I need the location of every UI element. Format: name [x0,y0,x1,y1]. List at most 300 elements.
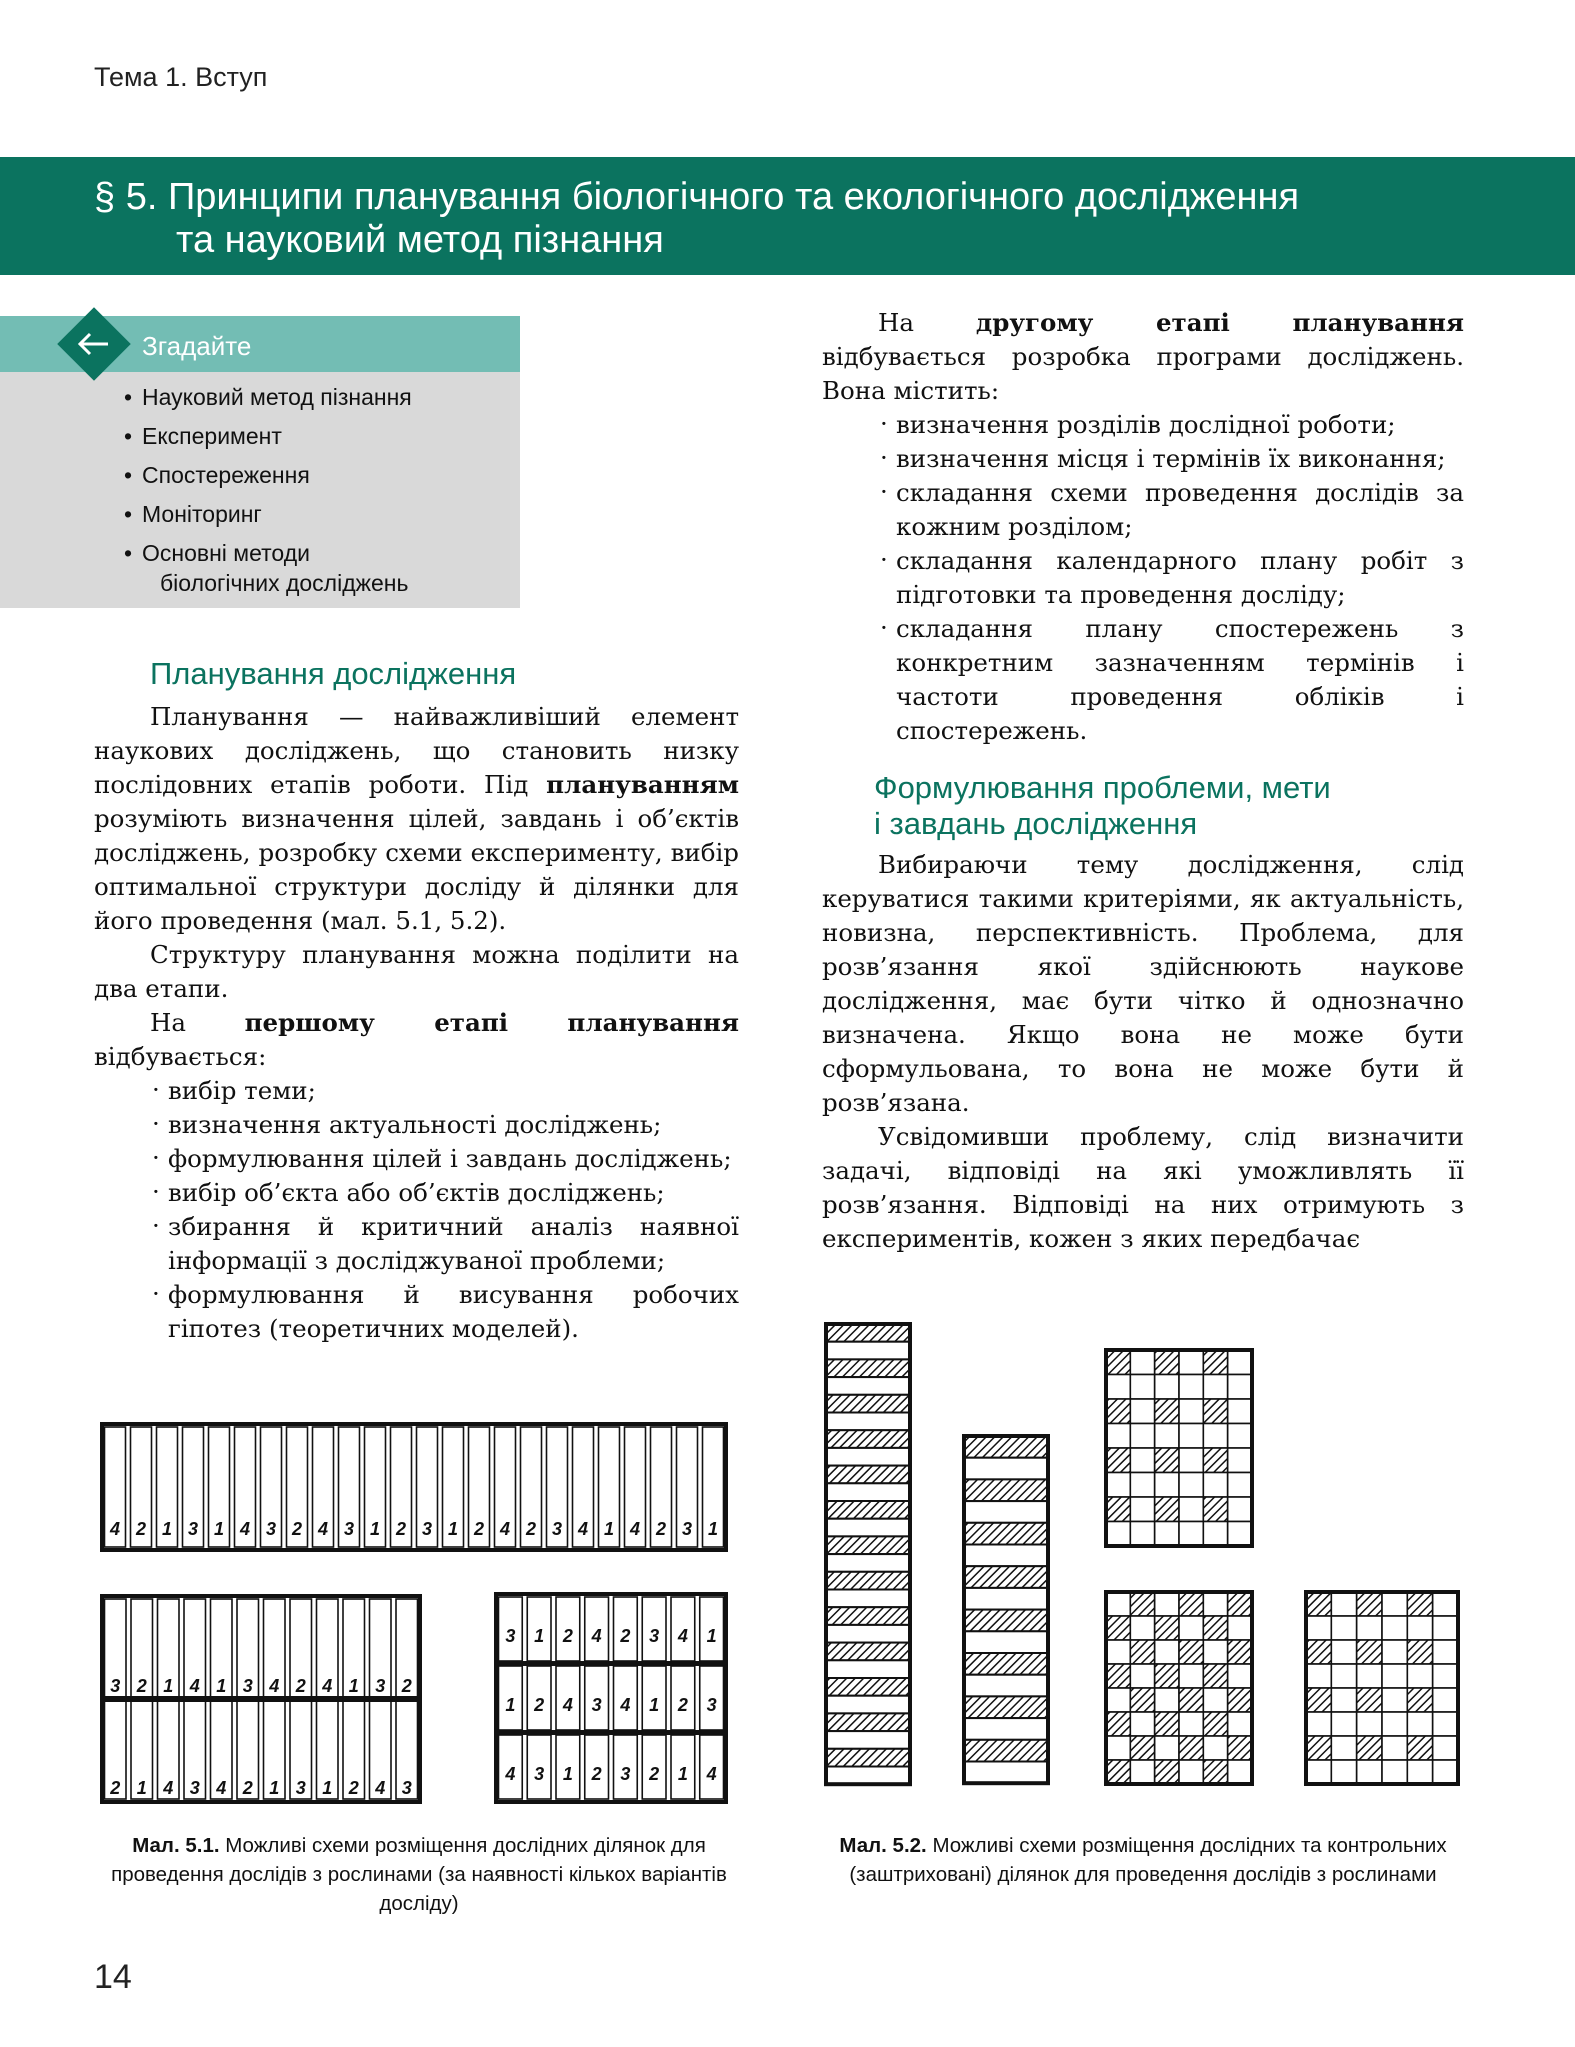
experimental-plot [1203,1736,1227,1760]
experimental-plot [1106,1375,1130,1400]
control-plot [1228,1736,1252,1760]
text: Планування — найважливіший елемент наукових досліджень, що становить низку послідовних етапів роботи. Під [94,702,739,799]
control-plot [826,1466,910,1484]
control-plot [1155,1448,1179,1473]
experimental-plot [1433,1616,1458,1640]
plot-label: 2 [473,1519,485,1539]
experimental-plot [1331,1712,1356,1736]
control-plot [1106,1712,1130,1736]
experimental-plot [1331,1640,1356,1664]
experimental-plot [1306,1664,1331,1688]
control-plot [1179,1592,1203,1616]
experimental-plot [1433,1664,1458,1688]
control-plot [1203,1712,1227,1736]
plot-label: 1 [707,1519,719,1539]
control-plot [826,1536,910,1554]
plot-label: 3 [649,1626,660,1646]
control-plot [1407,1640,1432,1664]
experimental-plot [1382,1664,1407,1688]
control-plot [826,1430,910,1448]
experimental-plot [1228,1712,1252,1736]
experimental-plot [826,1590,910,1608]
experimental-plot [1331,1616,1356,1640]
experimental-plot [1382,1712,1407,1736]
experimental-plot [1331,1760,1356,1784]
experimental-plot [964,1675,1048,1697]
plot-label: 1 [505,1695,516,1715]
experimental-plot [1228,1399,1252,1424]
experimental-plot [1357,1616,1382,1640]
plot-label: 1 [348,1676,359,1696]
experimental-plot [1203,1473,1227,1498]
plot-label: 1 [562,1764,573,1784]
heading-line: Формулювання проблеми, мети [874,770,1331,805]
experimental-plot [1306,1616,1331,1640]
experimental-plot [826,1731,910,1749]
term-planning: плануванням [546,770,739,799]
experimental-plot [1433,1736,1458,1760]
control-plot [826,1572,910,1590]
plot-label: 4 [109,1519,121,1539]
experimental-plot [1331,1664,1356,1688]
plot-frame [496,1594,726,1664]
remember-title: Згадайте [142,331,252,361]
experimental-plot [1179,1399,1203,1424]
plot-label: 2 [562,1626,573,1646]
experimental-plot [1179,1664,1203,1688]
heading-planning: Планування дослідження [150,656,517,691]
experimental-plot [1179,1712,1203,1736]
strip-scheme-1 [826,1324,910,1784]
remember-item: • Моніторинг [142,501,262,528]
figure-5-2 [822,1320,1464,1790]
remember-item-continued: біологічних досліджень [160,570,409,596]
plot-label: 3 [401,1778,412,1798]
plot-frame [102,1596,420,1700]
experimental-plot [1228,1760,1252,1784]
experimental-plot [1179,1497,1203,1522]
plot-label: 1 [161,1519,173,1539]
control-plot [964,1566,1048,1588]
text: розуміють визначення цілей, завдань і об’єктів досліджень, розробку схеми експерименту, вибір оптимальної структури досліду й ділянки для його проведення (мал. 5.1, 5.2). [94,804,739,935]
plot-label: 2 [110,1778,121,1798]
experimental-plot [1106,1688,1130,1712]
paragraph: Структуру планування можна поділити на два етапи. [94,940,739,1003]
control-plot [1155,1497,1179,1522]
experimental-plot [1407,1616,1432,1640]
control-plot [1130,1688,1154,1712]
plot-label: 4 [269,1676,280,1696]
plot-label: 1 [369,1519,381,1539]
plot-label: 1 [136,1778,147,1798]
experimental-plot [1228,1375,1252,1400]
control-plot [1357,1688,1382,1712]
experimental-plot [964,1762,1048,1784]
list-item: · визначення актуальності досліджень; [146,1108,739,1142]
list-item: · збирання й критичний аналіз наявної інформації з досліджуваної проблеми; [146,1210,739,1278]
plot-label: 3 [551,1519,563,1539]
control-plot [1106,1616,1130,1640]
experimental-plot [1130,1616,1154,1640]
control-plot [964,1523,1048,1545]
experimental-plot [826,1696,910,1714]
experimental-plot [1106,1522,1130,1547]
plot-label: 4 [499,1519,511,1539]
plot-label: 3 [591,1695,602,1715]
figure-5-1-caption [94,1831,744,1918]
control-plot [964,1696,1048,1718]
scheme-c [496,1594,726,1802]
plot-label: 1 [213,1519,225,1539]
plot-label: 4 [706,1764,717,1784]
experimental-plot [826,1554,910,1572]
control-plot [1155,1616,1179,1640]
experimental-plot [1155,1522,1179,1547]
list-item: · вибір теми; [146,1074,739,1108]
control-plot [964,1479,1048,1501]
list-item: · складання схеми проведення дослідів за кожним розділом; [874,476,1464,544]
control-plot [1203,1616,1227,1640]
plot-label: 3 [505,1626,516,1646]
control-plot [1130,1736,1154,1760]
control-plot [1228,1688,1252,1712]
list-item: · складання плану спостережень з конкретним зазначенням термінів і частоти проведення обліків і спостережень. [874,612,1464,748]
plot-label: 2 [591,1764,602,1784]
control-plot [1357,1736,1382,1760]
plot-label: 2 [525,1519,537,1539]
list-item: · формулювання цілей і завдань досліджень; [146,1142,739,1176]
plot-label: 4 [620,1695,631,1715]
control-plot [1155,1712,1179,1736]
control-plot [1306,1640,1331,1664]
plot-label: 3 [375,1676,386,1696]
plot-label: 1 [534,1626,545,1646]
strip-scheme-2 [964,1436,1048,1783]
plot-label: 4 [239,1519,251,1539]
stage1-list [146,1074,739,1346]
arrow-left-icon [68,318,120,370]
right-column-text-2 [822,848,1464,1256]
control-plot [1203,1350,1227,1375]
experimental-plot [1130,1399,1154,1424]
control-plot [1106,1399,1130,1424]
plot-label: 4 [375,1778,386,1798]
control-plot [1203,1664,1227,1688]
plot-label: 3 [189,1778,200,1798]
control-plot [826,1643,910,1661]
term-second-stage: другому етапі планування [975,308,1465,337]
experimental-plot [1179,1616,1203,1640]
experimental-plot [1203,1640,1227,1664]
heading-line: і завдань дослідження [874,806,1198,841]
experimental-plot [1130,1448,1154,1473]
checker-scheme-1 [1106,1350,1252,1546]
experimental-plot [1130,1350,1154,1375]
plot-label: 2 [348,1778,359,1798]
experimental-plot [1228,1522,1252,1547]
experimental-plot [1155,1473,1179,1498]
checker-scheme-3 [1306,1592,1458,1784]
control-plot [964,1740,1048,1762]
experimental-plot [1106,1424,1130,1449]
control-plot [1155,1760,1179,1784]
experimental-plot [1203,1375,1227,1400]
experimental-plot [1106,1640,1130,1664]
experimental-plot [1382,1616,1407,1640]
plot-label: 2 [295,1676,306,1696]
scheme-a [102,1424,726,1550]
plot-label: 4 [577,1519,589,1539]
control-plot [1407,1592,1432,1616]
experimental-plot [1228,1473,1252,1498]
plot-label: 1 [447,1519,459,1539]
experimental-plot [1106,1473,1130,1498]
control-plot [826,1607,910,1625]
plot-label: 2 [620,1626,631,1646]
experimental-plot [826,1483,910,1501]
control-plot [1155,1350,1179,1375]
heading-formulation [874,770,1331,842]
experimental-plot [826,1448,910,1466]
experimental-plot [1155,1736,1179,1760]
experimental-plot [1106,1736,1130,1760]
experimental-plot [826,1413,910,1431]
plot-label: 2 [649,1764,660,1784]
plot-label: 2 [655,1519,667,1539]
plot-label: 1 [216,1676,227,1696]
experimental-plot [1130,1424,1154,1449]
control-plot [1106,1664,1130,1688]
experimental-plot [1179,1448,1203,1473]
list-item: · визначення розділів дослідної роботи; [874,408,1464,442]
control-plot [826,1395,910,1413]
experimental-plot [826,1377,910,1395]
text: На [150,1008,245,1037]
plot-label: 4 [317,1519,329,1539]
experimental-plot [964,1458,1048,1480]
plot-label: 4 [216,1778,227,1798]
experimental-plot [1155,1375,1179,1400]
control-plot [964,1436,1048,1458]
experimental-plot [1106,1592,1130,1616]
remember-item: • Науковий метод пізнання [142,384,412,411]
control-plot [1306,1688,1331,1712]
plot-label: 2 [401,1676,412,1696]
experimental-plot [964,1718,1048,1740]
experimental-plot [826,1767,910,1785]
control-plot [1130,1640,1154,1664]
experimental-plot [1407,1760,1432,1784]
experimental-plot [1433,1688,1458,1712]
plot-label: 3 [620,1764,631,1784]
experimental-plot [1203,1522,1227,1547]
caption-text: Можливі схеми розміщення дослідних ділянок для проведення дослідів з рослинами (за наявності кількох варіантів досліду) [111,1834,727,1915]
paragraph [822,306,1464,408]
plot-label: 2 [136,1676,147,1696]
plot-label: 3 [681,1519,693,1539]
plot-label: 4 [629,1519,641,1539]
experimental-plot [1382,1760,1407,1784]
section-title-line-1: § 5. Принципи планування біологічного та екологічного дослідження [94,176,1300,218]
checker-scheme-2 [1106,1592,1252,1784]
experimental-plot [1179,1473,1203,1498]
plot-label: 3 [343,1519,355,1539]
experimental-plot [1382,1736,1407,1760]
plot-label: 2 [534,1695,545,1715]
experimental-plot [1228,1448,1252,1473]
control-plot [1228,1592,1252,1616]
control-plot [1306,1592,1331,1616]
experimental-plot [1433,1712,1458,1736]
control-plot [1357,1640,1382,1664]
plot-label: 1 [603,1519,615,1539]
experimental-plot [1155,1424,1179,1449]
scheme-b [102,1596,420,1802]
experimental-plot [1306,1712,1331,1736]
experimental-plot [1306,1760,1331,1784]
list-item: · визначення місця і термінів їх виконання; [874,442,1464,476]
control-plot [1106,1497,1130,1522]
experimental-plot [1382,1640,1407,1664]
plot-label: 3 [187,1519,199,1539]
control-plot [1106,1350,1130,1375]
experimental-plot [1179,1350,1203,1375]
control-plot [826,1501,910,1519]
experimental-plot [1331,1592,1356,1616]
plot-label: 1 [269,1778,280,1798]
plot-label: 4 [591,1626,602,1646]
experimental-plot [1130,1664,1154,1688]
experimental-plot [1130,1473,1154,1498]
control-plot [1203,1497,1227,1522]
plot-label: 2 [677,1695,688,1715]
control-plot [1306,1736,1331,1760]
control-plot [826,1359,910,1377]
plot-frame [496,1732,726,1802]
plot-label: 1 [677,1764,688,1784]
plot-label: 4 [505,1764,516,1784]
experimental-plot [1433,1592,1458,1616]
text: відбувається: [94,1042,267,1071]
control-plot [1130,1592,1154,1616]
stage2-list [874,408,1464,748]
paragraph: Вибираючи тему дослідження, слід керуватися такими критеріями, як актуальність, новизна, перспективність. Проблема, для розв’язання якої здійснюють наукове дослідження, має бути чітко й однозначно визначена. Якщо вона не може бути сформульована, то вона не може бути й розв’язана. [822,850,1464,1117]
control-plot [1407,1736,1432,1760]
experimental-plot [1331,1736,1356,1760]
experimental-plot [1155,1688,1179,1712]
control-plot [964,1653,1048,1675]
experimental-plot [964,1501,1048,1523]
experimental-plot [964,1545,1048,1567]
experimental-plot [826,1342,910,1360]
text: відбувається розробка програми досліджень. Вона містить: [822,342,1464,405]
plot-label: 2 [291,1519,303,1539]
section-title-line-2: та науковий метод пізнання [176,219,664,261]
plot-label: 3 [534,1764,545,1784]
caption-text: Можливі схеми розміщення дослідних та контрольних (заштриховані) ділянок для проведення дослідів з рослинами [849,1834,1447,1886]
paragraph [94,1006,739,1074]
experimental-plot [1130,1712,1154,1736]
experimental-plot [1407,1712,1432,1736]
experimental-plot [1382,1592,1407,1616]
experimental-plot [1228,1616,1252,1640]
figure-5-2-caption [822,1831,1464,1889]
experimental-plot [1203,1592,1227,1616]
control-plot [1155,1664,1179,1688]
experimental-plot [1179,1424,1203,1449]
control-plot [826,1749,910,1767]
paragraph [94,700,739,938]
experimental-plot [1179,1375,1203,1400]
experimental-plot [1130,1497,1154,1522]
list-item: · формулювання й висування робочих гіпотез (теоретичних моделей). [146,1278,739,1346]
experimental-plot [1433,1640,1458,1664]
control-plot [1407,1688,1432,1712]
experimental-plot [1357,1712,1382,1736]
term-first-stage: першому етапі планування [244,1008,739,1037]
experimental-plot [1382,1688,1407,1712]
experimental-plot [964,1588,1048,1610]
control-plot [1357,1592,1382,1616]
experimental-plot [826,1660,910,1678]
plot-label: 3 [242,1676,253,1696]
control-plot [826,1713,910,1731]
control-plot [1179,1736,1203,1760]
experimental-plot [1407,1664,1432,1688]
experimental-plot [1130,1760,1154,1784]
plot-label: 4 [189,1676,200,1696]
control-plot [826,1324,910,1342]
plot-label: 4 [163,1778,174,1798]
control-plot [1155,1399,1179,1424]
plot-label: 1 [322,1778,333,1798]
experimental-plot [1228,1664,1252,1688]
left-column-text [94,700,739,1346]
plot-frame [102,1698,420,1802]
plot-label: 4 [322,1676,333,1696]
text: На [878,308,976,337]
experimental-plot [1203,1688,1227,1712]
experimental-plot [1179,1522,1203,1547]
plot-label: 2 [242,1778,253,1798]
plot-label: 4 [677,1626,688,1646]
running-header: Тема 1. Вступ [94,62,268,92]
list-item: · складання календарного плану робіт з підготовки та проведення досліду; [874,544,1464,612]
caption-label: Мал. 5.1. [132,1834,220,1857]
control-plot [826,1678,910,1696]
control-plot [1179,1688,1203,1712]
plot-label: 1 [163,1676,174,1696]
remember-item: • Експеримент [142,423,282,450]
plot-label: 3 [295,1778,306,1798]
remember-item: • Спостереження [142,462,310,489]
remember-item: • Основні методи [142,540,310,567]
experimental-plot [964,1631,1048,1653]
control-plot [1106,1760,1130,1784]
experimental-plot [1357,1664,1382,1688]
control-plot [1106,1448,1130,1473]
experimental-plot [1433,1760,1458,1784]
control-plot [964,1610,1048,1632]
experimental-plot [1228,1497,1252,1522]
control-plot [1203,1760,1227,1784]
figure-5-1 [94,1420,744,1820]
control-plot [1228,1640,1252,1664]
experimental-plot [826,1519,910,1537]
control-plot [1203,1399,1227,1424]
experimental-plot [1155,1640,1179,1664]
plot-label: 1 [649,1695,660,1715]
